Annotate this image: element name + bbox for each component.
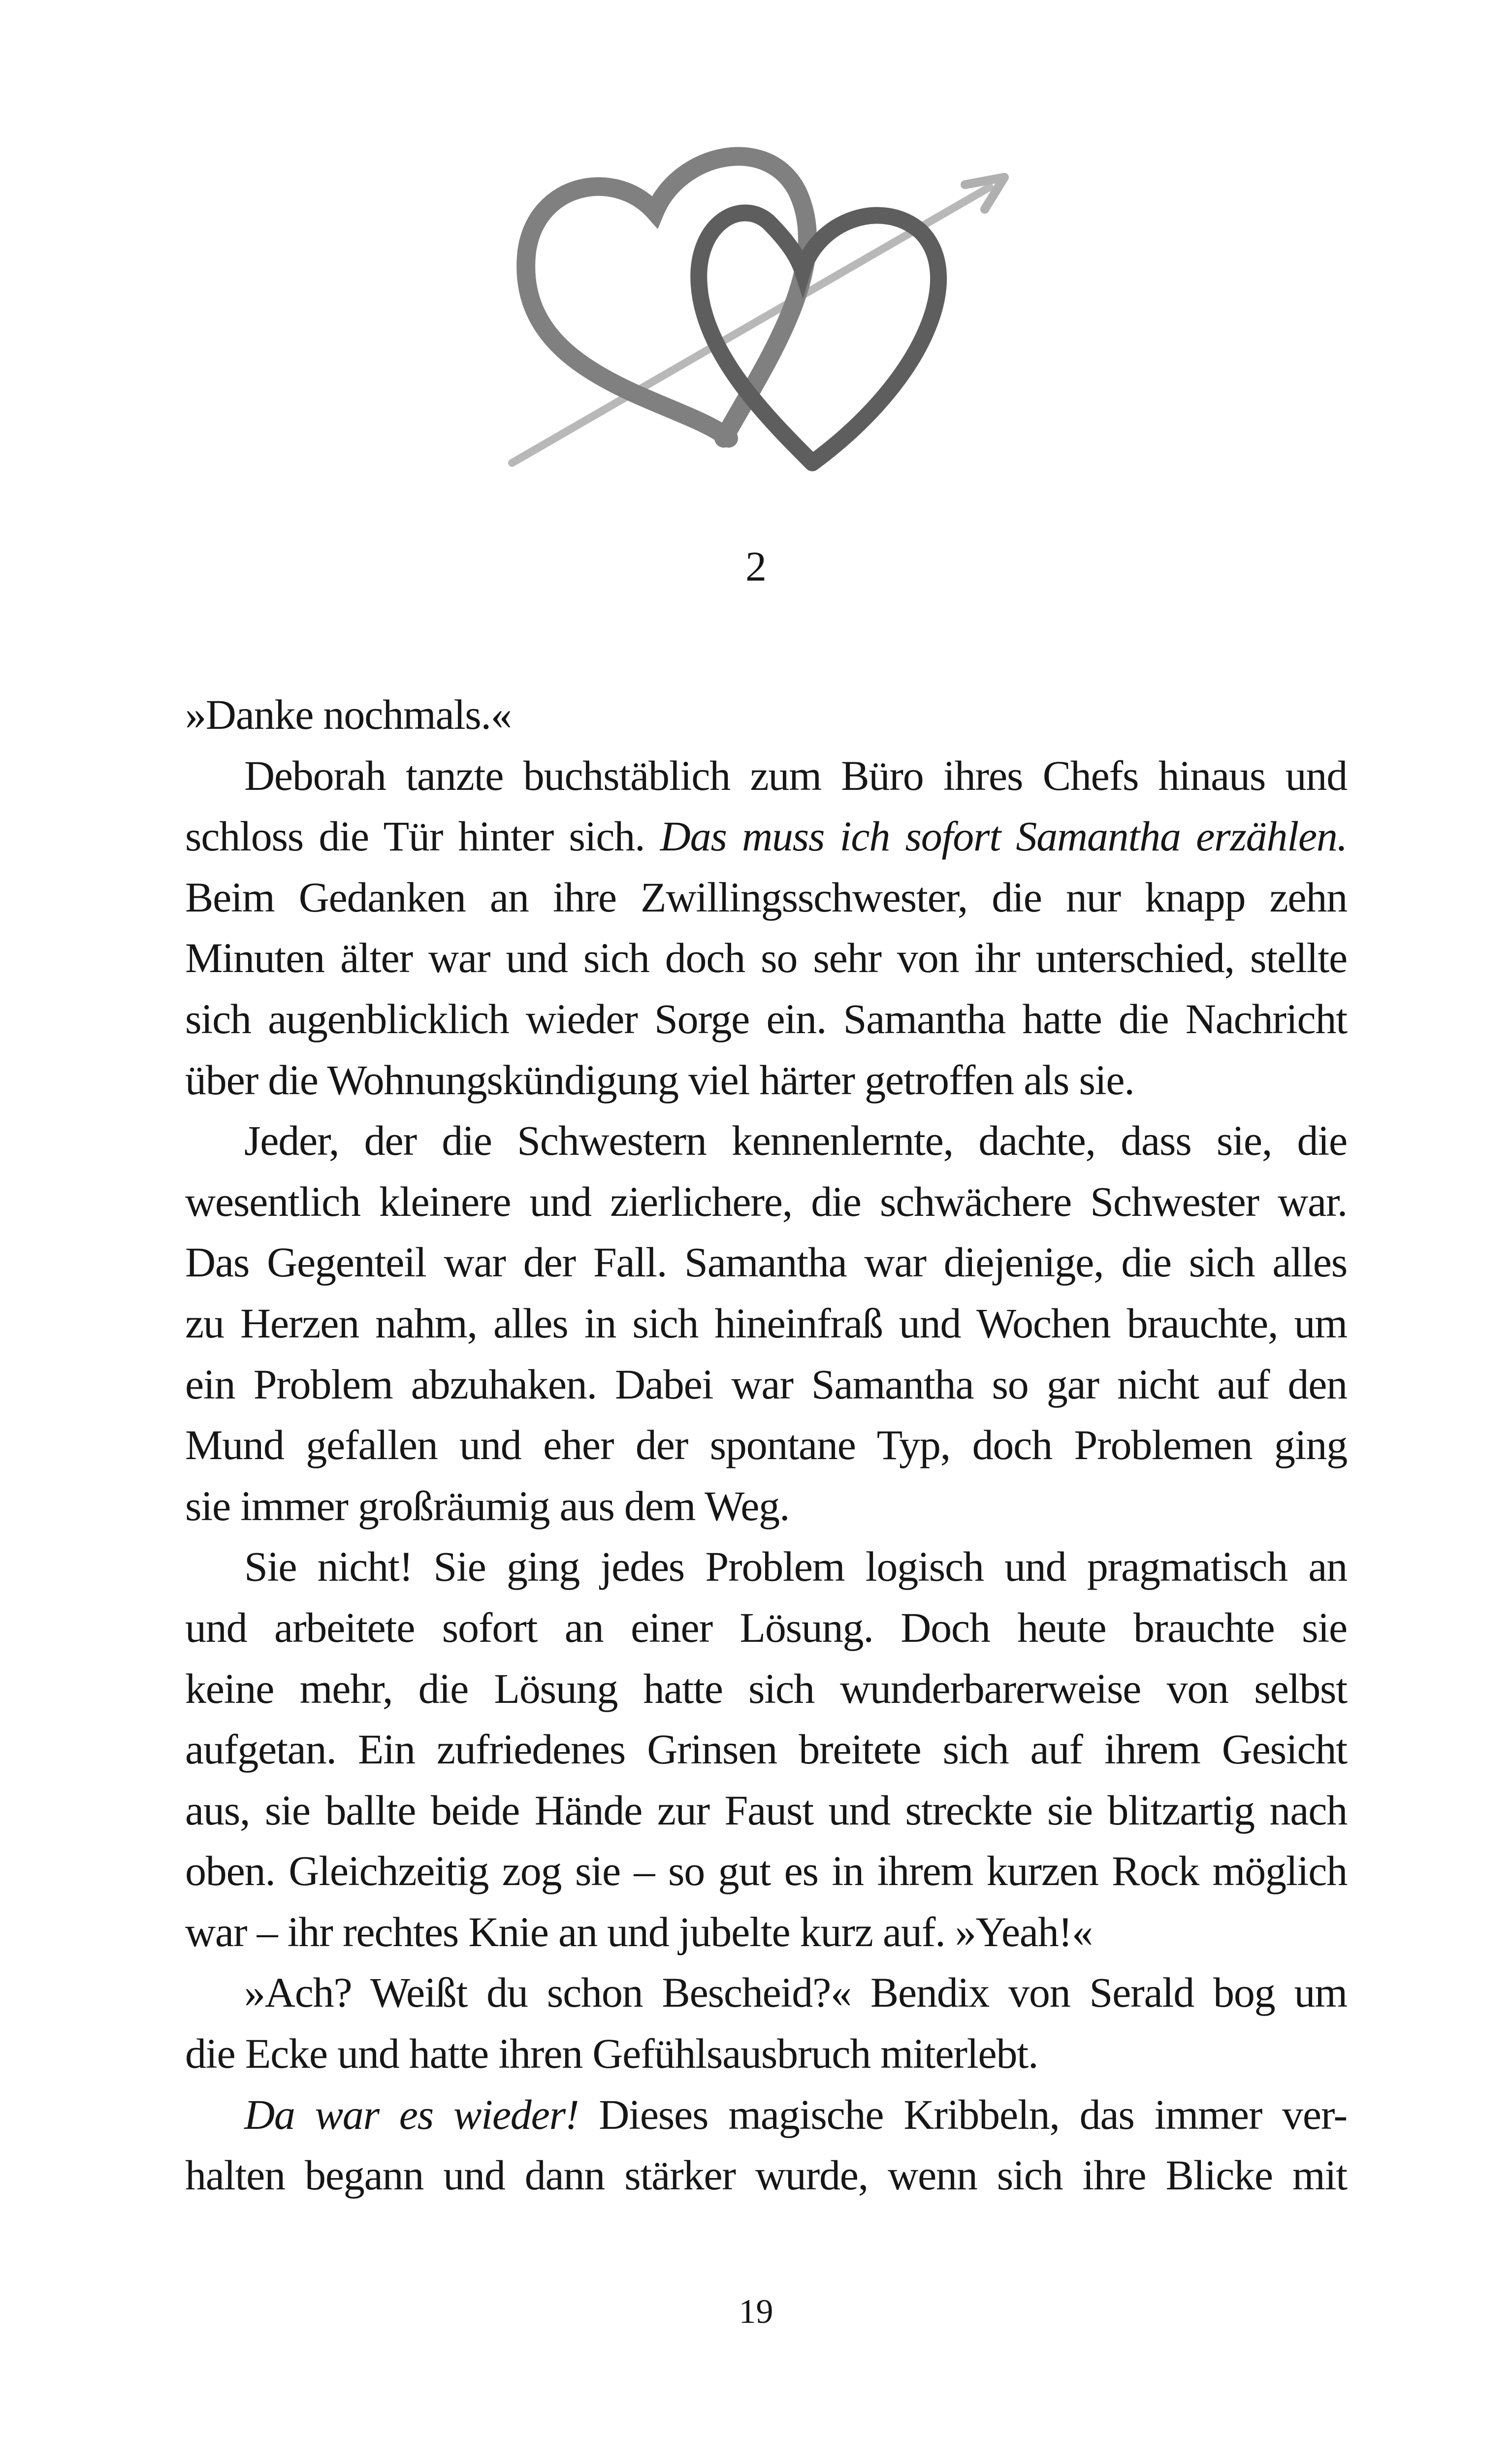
text-line (185, 1476, 1347, 1537)
text-line (185, 1110, 1347, 1172)
text-line (185, 1293, 1347, 1354)
text-segment: aufgetan. Ein zufriedenes Grinsen breitete sich auf ihrem Gesicht (185, 1726, 1347, 1773)
text-segment: über die Wohnungskündigung viel härter getroffen als sie. (185, 1056, 1134, 1104)
text-segment: und arbeitete sofort an einer Lösung. Doch heute brauchte sie (185, 1603, 1347, 1651)
text-segment: Sie nicht! Sie ging jedes Problem logisch und pragmatisch an (244, 1543, 1347, 1591)
text-segment: halten begann und dann stärker wurde, wenn sich ihre Blicke mit (185, 2151, 1347, 2199)
text-line (185, 1536, 1347, 1597)
text-segment: »Danke nochmals.« (185, 691, 512, 738)
italic-text: Das muss ich sofort Samantha erzählen. (660, 813, 1347, 860)
text-line (185, 1962, 1347, 2023)
text-line (185, 1232, 1347, 1293)
text-segment: aus, sie ballte beide Hände zur Faust und streckte sie blitzartig nach (185, 1786, 1347, 1834)
text-line (185, 989, 1347, 1050)
text-line (185, 1354, 1347, 1415)
text-segment: Deborah tanzte buchstäblich zum Büro ihres Chefs hinaus und (244, 751, 1347, 799)
text-segment: zu Herzen nahm, alles in sich hineinfraß und Wochen brauchte, um (185, 1299, 1347, 1347)
text-segment: Das Gegenteil war der Fall. Samantha war diejenige, die sich alles (185, 1238, 1347, 1286)
text-line (185, 1659, 1347, 1720)
text-segment: Jeder, der die Schwestern kennenlernte, dachte, dass sie, die (244, 1117, 1347, 1165)
text-line (185, 684, 1347, 746)
text-segment: ein Problem abzuhaken. Dabei war Samantha so gar nicht auf den (185, 1360, 1347, 1408)
text-segment: sie immer großräumig aus dem Weg. (185, 1482, 790, 1530)
text-line (185, 1780, 1347, 1841)
text-line (185, 2023, 1347, 2085)
text-line (185, 746, 1347, 807)
chapter-number: 2 (745, 543, 767, 590)
text-segment: Dieses magische Kribbeln, das immer ver- (579, 2090, 1347, 2138)
text-line (185, 2085, 1347, 2146)
text-segment: oben. Gleichzeitig zog sie – so gut es in ihrem kurzen Rock möglich (185, 1847, 1347, 1895)
text-line (185, 1415, 1347, 1476)
text-segment: Mund gefallen und eher der spontane Typ, doch Problemen ging (185, 1421, 1347, 1469)
text-line (185, 1719, 1347, 1780)
text-segment: die Ecke und hatte ihren Gefühlsausbruch miterlebt. (185, 2030, 1038, 2078)
text-line (185, 1050, 1347, 1111)
text-line (185, 2145, 1347, 2206)
text-segment: Minuten älter war und sich doch so sehr von ihr unterschied, stellte (185, 934, 1347, 982)
text-segment: keine mehr, die Lösung hatte sich wunderbarerweise von selbst (185, 1664, 1347, 1712)
italic-text: Da war es wieder! (244, 2090, 579, 2138)
body-text (185, 684, 1347, 2206)
text-segment: »Ach? Weißt du schon Bescheid?« Bendix von Serald bog um (244, 1969, 1347, 2017)
text-segment: Beim Gedanken an ihre Zwillingsschwester, die nur knapp zehn (185, 873, 1347, 921)
text-segment: wesentlich kleinere und zierlichere, die schwächere Schwester war. (185, 1177, 1347, 1225)
two-hearts-with-arrow-icon (492, 123, 1044, 478)
text-line (185, 1597, 1347, 1659)
text-segment: war – ihr rechtes Knie an und jubelte kurz auf. »Yeah!« (185, 1908, 1093, 1955)
text-line (185, 1172, 1347, 1233)
text-line (185, 867, 1347, 928)
text-line (185, 1841, 1347, 1902)
text-line (185, 1902, 1347, 1963)
text-line (185, 928, 1347, 989)
text-segment: sich augenblicklich wieder Sorge ein. Samantha hatte die Nachricht (185, 995, 1347, 1042)
text-segment: schloss die Tür hinter sich. (185, 813, 660, 860)
text-line (185, 806, 1347, 867)
page-number: 19 (739, 2293, 773, 2331)
